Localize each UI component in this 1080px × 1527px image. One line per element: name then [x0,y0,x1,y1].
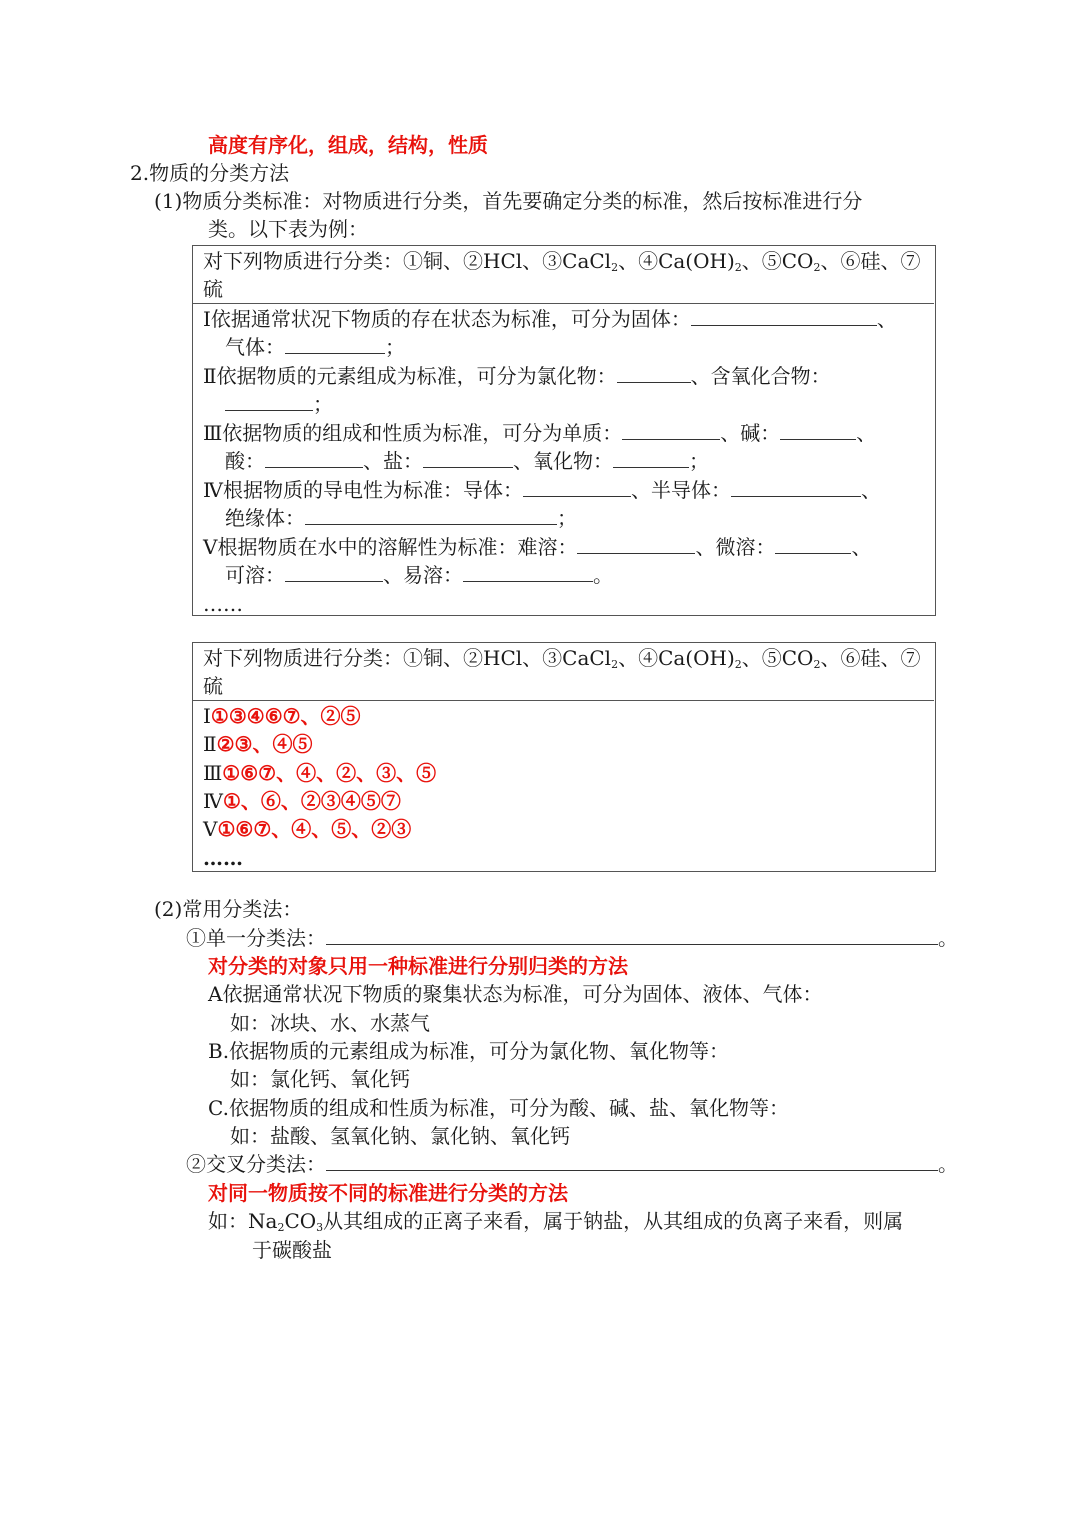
method1-line: ①单一分类法： 。 [186,926,958,950]
blank-base[interactable] [780,419,856,440]
blank-insulator[interactable] [305,504,557,525]
blank-salt[interactable] [423,447,513,468]
method2-example-line2: 于碳酸盐 [252,1238,332,1262]
table1-header [193,246,934,304]
blank-insoluble[interactable] [577,533,695,554]
table2-header [193,643,934,701]
classification-table-blank [192,245,936,616]
method1-C: C.依据物质的组成和性质为标准，可分为酸、碱、盐、氧化物等： [208,1096,789,1120]
method1-A-example: 如：冰块、水、水蒸气 [230,1011,430,1035]
blank-method2[interactable] [326,1150,938,1171]
t2-row1: Ⅰ①③④⑥⑦、②⑤ [203,704,361,728]
classification-table-answers [192,642,936,872]
t2-ellipsis: …… [203,846,243,870]
t2-row2: Ⅱ②③、④⑤ [203,732,313,756]
t1-row4a: Ⅳ根据物质的导电性为标准：导体： 、半导体： 、 [203,478,881,502]
table1-header-line2: 硫 [203,277,223,301]
t1-row4b: 绝缘体： ； [225,506,577,530]
table2-header-line2: 硫 [203,674,223,698]
table1-header-line1: 对下列物质进行分类：①铜、②HCl、③CaCl$_2$、$④Ca(OH)_2$、$⑤CO_2$、⑥硅、⑦ [203,249,921,274]
method1-C-example: 如：盐酸、氢氧化钠、氯化钠、氧化钙 [230,1124,570,1148]
t1-row1b: 气体： ； [225,335,405,359]
t2-row5: Ⅴ①⑥⑦、④、⑤、②③ [203,817,412,841]
blank-solid[interactable] [691,305,877,326]
t1-row2a: Ⅱ依据物质的元素组成为标准，可分为氯化物： 、含氧化合物： [203,364,831,388]
t1-row5b: 可溶： 、易溶： 。 [225,563,613,587]
blank-gas[interactable] [285,333,385,354]
t1-ellipsis: …… [203,592,243,616]
method1-B: B.依据物质的元素组成为标准，可分为氯化物、氧化物等： [208,1039,730,1063]
sub1-line1: (1)物质分类标准：对物质进行分类，首先要确定分类的标准，然后按标准进行分 [154,189,863,213]
blank-acid[interactable] [265,447,363,468]
t1-row2b: ； [225,390,333,418]
blank-very-soluble[interactable] [463,561,593,582]
method1-B-example: 如：氯化钙、氧化钙 [230,1067,410,1091]
sub1-line2: 类。以下表为例： [208,217,368,241]
sub2-title: (2)常用分类法： [154,897,303,921]
t2-row4: Ⅳ①、⑥、②③④⑤⑦ [203,789,401,813]
method1-A: A依据通常状况下物质的聚集状态为标准，可分为固体、液体、气体： [208,982,823,1006]
method2-line: ②交叉分类法： 。 [186,1152,958,1176]
method2-answer-red: 对同一物质按不同的标准进行分类的方法 [208,1181,568,1205]
blank-oxygen-compound[interactable] [225,390,313,411]
blank-soluble[interactable] [285,561,383,582]
section-2-title: 2.物质的分类方法 [130,161,290,185]
blank-oxide[interactable] [613,447,689,468]
blank-element[interactable] [622,419,720,440]
t1-row1a: Ⅰ依据通常状况下物质的存在状态为标准，可分为固体： 、 [203,307,897,331]
t1-row5a: Ⅴ根据物质在水中的溶解性为标准：难溶： 、微溶： 、 [203,535,872,559]
t1-row3a: Ⅲ依据物质的组成和性质为标准，可分为单质： 、碱： 、 [203,421,877,445]
blank-method1[interactable] [326,924,938,945]
blank-slightly-soluble[interactable] [775,533,851,554]
top-answer-red: 高度有序化，组成，结构，性质 [208,133,488,157]
blank-conductor[interactable] [523,476,631,497]
t1-row3b: 酸： 、盐： 、氧化物： ； [225,449,709,473]
method1-answer-red: 对分类的对象只用一种标准进行分别归类的方法 [208,954,628,978]
t2-row3: Ⅲ①⑥⑦、④、②、③、⑤ [203,761,437,785]
method2-example-line1: 如：$Na_2CO_3$从其组成的正离子来看，属于钠盐，从其组成的负离子来看，则属 [208,1209,904,1234]
table2-header-line1: 对下列物质进行分类：①铜、②HCl、③CaCl$_2$、$④Ca(OH)_2$、$⑤CO_2$、⑥硅、⑦ [203,646,921,671]
blank-semiconductor[interactable] [731,476,861,497]
blank-chloride[interactable] [617,362,691,383]
